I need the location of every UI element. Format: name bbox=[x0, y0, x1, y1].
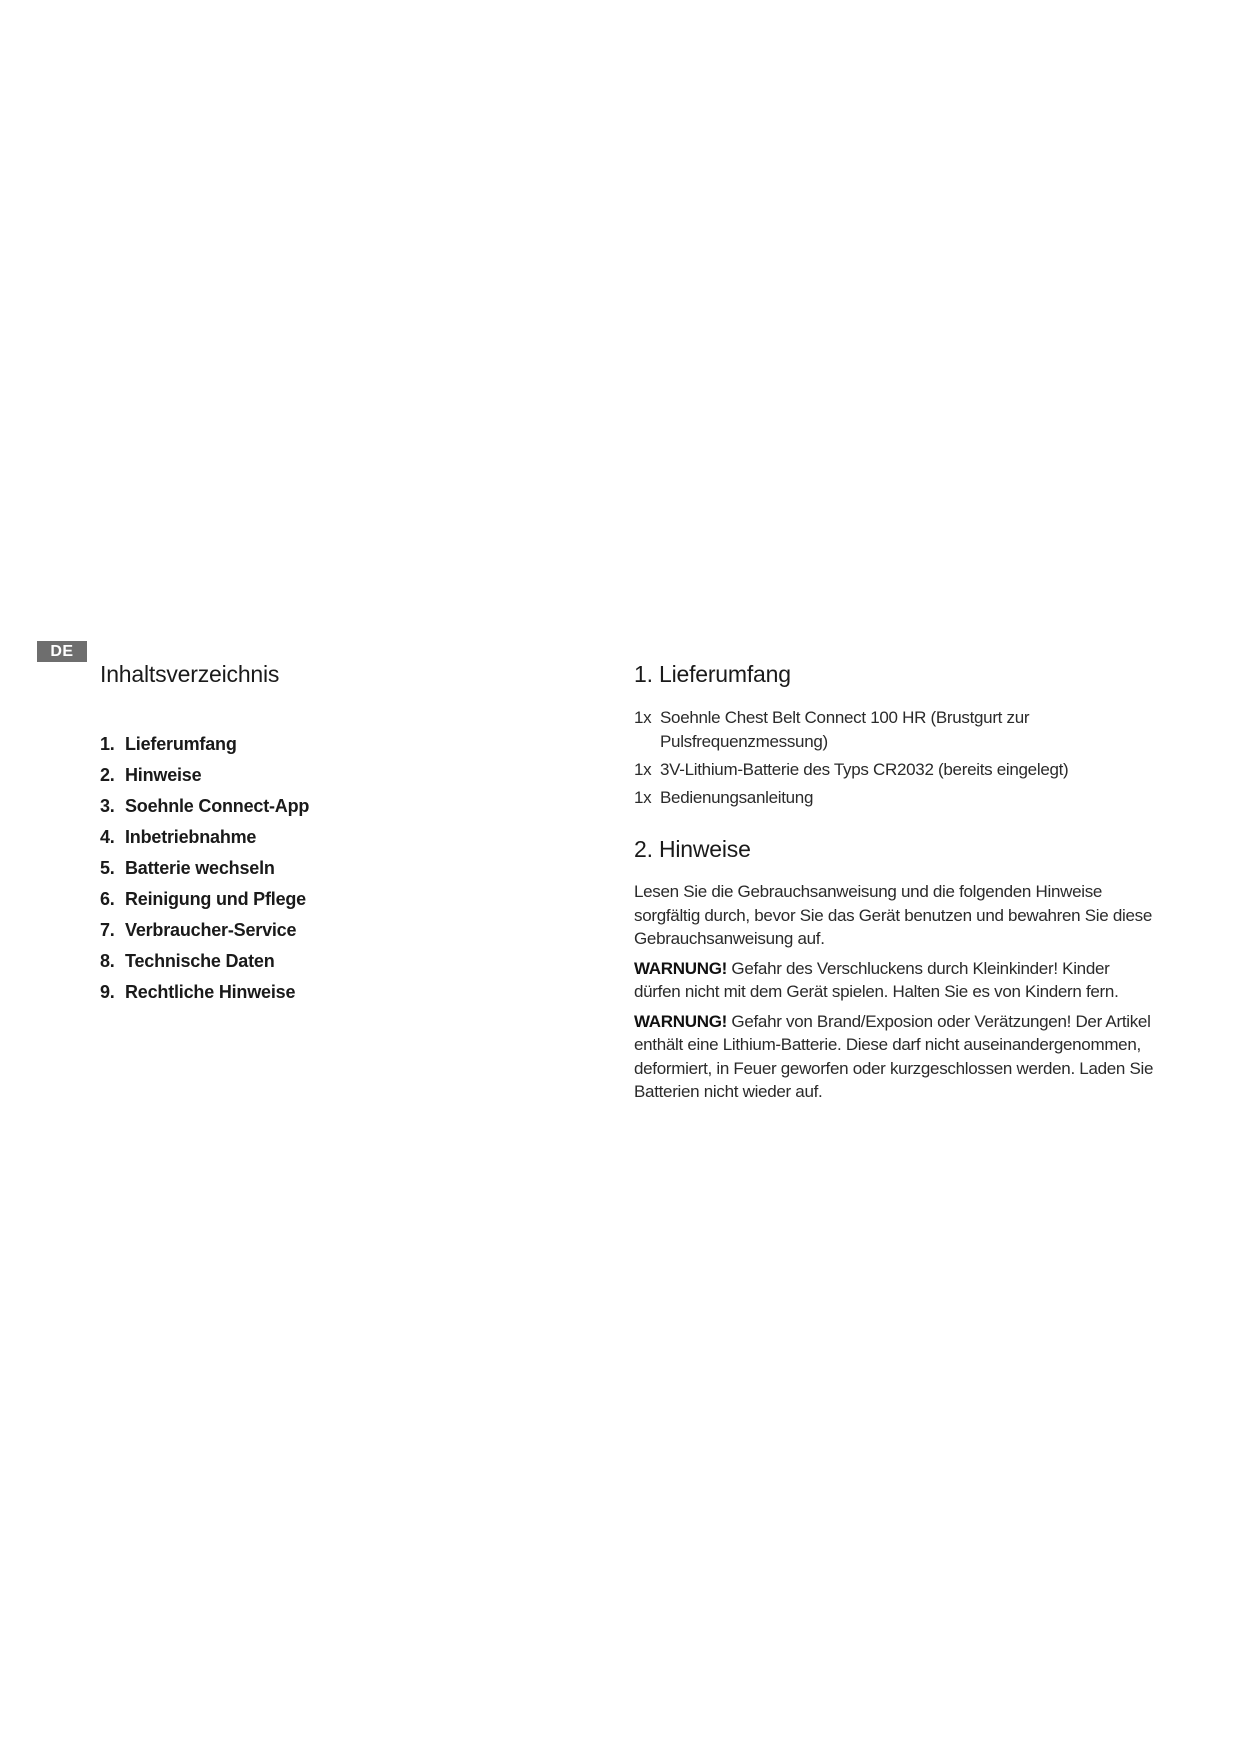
toc-item-technische-daten[interactable] bbox=[100, 950, 540, 981]
toc-item-number: 8. bbox=[100, 951, 115, 971]
toc-item-number: 6. bbox=[100, 889, 115, 909]
delivery-item bbox=[634, 706, 1154, 754]
warning-text: Gefahr des Verschluckens durch Kleinkinder! Kinder dürfen nicht mit dem Gerät spielen. Halten Sie es von Kindern fern. bbox=[634, 958, 1119, 1001]
toc-item-label: Hinweise bbox=[125, 765, 202, 785]
toc-list bbox=[100, 733, 540, 1012]
toc-item-label: Verbraucher-Service bbox=[125, 920, 297, 940]
language-badge: DE bbox=[37, 641, 87, 662]
delivery-list bbox=[634, 706, 1154, 814]
toc-item-inbetriebnahme[interactable] bbox=[100, 826, 540, 857]
toc-item-number: 9. bbox=[100, 982, 115, 1002]
notes-body bbox=[634, 880, 1154, 1110]
toc-item-number: 2. bbox=[100, 765, 115, 785]
toc-item-number: 7. bbox=[100, 920, 115, 940]
toc-item-number: 1. bbox=[100, 734, 115, 754]
toc-item-number: 4. bbox=[100, 827, 115, 847]
toc-item-label: Inbetriebnahme bbox=[125, 827, 257, 847]
toc-item-lieferumfang[interactable] bbox=[100, 733, 540, 764]
toc-item-batterie-wechseln[interactable] bbox=[100, 857, 540, 888]
delivery-description: Soehnle Chest Belt Connect 100 HR (Brustgurt zur Pulsfrequenzmessung) bbox=[660, 708, 1030, 751]
delivery-description: Bedienungsanleitung bbox=[660, 788, 814, 807]
delivery-quantity: 1x bbox=[634, 708, 652, 727]
warning-text: Gefahr von Brand/Exposion oder Verätzungen! Der Artikel enthält eine Lithium-Batterie. Diese darf nicht auseinandergenommen, deformiert, in Feuer geworfen oder kurzgeschlossen werden. Laden Sie Batterien nicht wieder auf. bbox=[634, 1011, 1154, 1101]
table-of-contents bbox=[100, 660, 540, 1002]
toc-item-connect-app[interactable] bbox=[100, 795, 540, 826]
toc-item-label: Lieferumfang bbox=[125, 734, 237, 754]
warning-paragraph bbox=[634, 957, 1154, 1004]
delivery-item bbox=[634, 786, 1154, 810]
toc-item-label: Batterie wechseln bbox=[125, 858, 275, 878]
toc-item-label: Reinigung und Pflege bbox=[125, 889, 306, 909]
delivery-quantity: 1x bbox=[634, 788, 652, 807]
toc-item-hinweise[interactable] bbox=[100, 764, 540, 795]
toc-item-label: Rechtliche Hinweise bbox=[125, 982, 296, 1002]
delivery-item bbox=[634, 758, 1154, 782]
toc-title: Inhaltsverzeichnis bbox=[100, 661, 280, 687]
section-title-hinweise: 2. Hinweise bbox=[634, 836, 751, 862]
section-title-lieferumfang: 1. Lieferumfang bbox=[634, 661, 791, 687]
toc-item-number: 3. bbox=[100, 796, 115, 816]
toc-item-verbraucher-service[interactable] bbox=[100, 919, 540, 950]
notes-intro: Lesen Sie die Gebrauchsanweisung und die folgenden Hinweise sorgfältig durch, bevor Sie das Gerät benutzen und bewahren Sie diese Gebrauchsanweisung auf. bbox=[634, 882, 1152, 948]
warning-paragraph bbox=[634, 1010, 1154, 1104]
toc-item-reinigung-pflege[interactable] bbox=[100, 888, 540, 919]
toc-item-label: Soehnle Connect-App bbox=[125, 796, 310, 816]
delivery-quantity: 1x bbox=[634, 760, 652, 779]
toc-item-rechtliche-hinweise[interactable] bbox=[100, 981, 540, 1012]
toc-item-label: Technische Daten bbox=[125, 951, 275, 971]
warning-label: WARNUNG! bbox=[634, 958, 727, 978]
delivery-description: 3V-Lithium-Batterie des Typs CR2032 (bereits eingelegt) bbox=[660, 760, 1069, 779]
toc-item-number: 5. bbox=[100, 858, 115, 878]
warning-label: WARNUNG! bbox=[634, 1011, 727, 1031]
